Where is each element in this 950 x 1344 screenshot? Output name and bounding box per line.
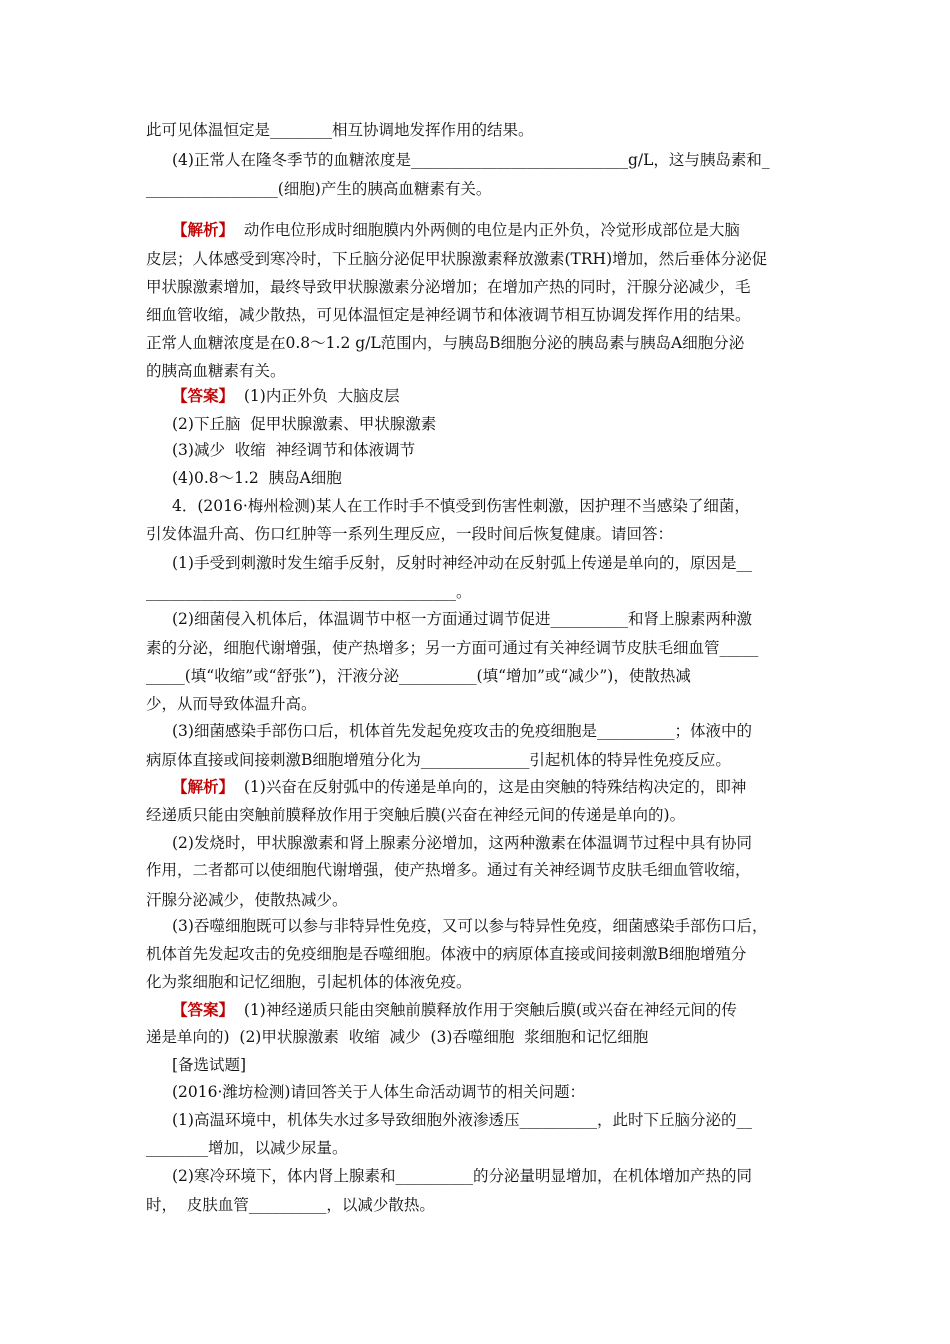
text-line [0, 996, 950, 1024]
line-text: 皮层；人体感受到寒冷时，下丘脑分泌促甲状腺激素释放激素(TRH)增加，然后垂体分泌促 [146, 250, 768, 268]
line-text: ________________________________________。 [146, 583, 472, 601]
text-line [0, 1078, 950, 1106]
text-line [0, 216, 950, 244]
line-text: 化为浆细胞和记忆细胞，引起机体的体液免疫。 [146, 973, 472, 991]
line-text: 此可见体温恒定是________相互协调地发挥作用的结果。 [146, 121, 534, 139]
line-text: 甲状腺激素增加，最终导致甲状腺激素分泌增加；在增加产热的同时，汗腺分泌减少，毛 [146, 278, 751, 296]
line-text: (1)内正外负 大脑皮层 [234, 387, 400, 405]
line-text: 汗腺分泌减少，使散热减少。 [146, 891, 348, 909]
text-line [0, 773, 950, 801]
text-line [0, 940, 950, 968]
text-line [0, 116, 950, 144]
line-text: (2)下丘脑 促甲状腺激素、甲状腺激素 [172, 415, 437, 433]
text-line [0, 175, 950, 203]
text-line [0, 690, 950, 718]
line-text: ________增加，以减少尿量。 [146, 1139, 348, 1157]
line-text: (1)神经递质只能由突触前膜释放作用于突触后膜(或兴奋在神经元间的传 [234, 1001, 737, 1019]
text-line [0, 245, 950, 273]
section-tag: 【答案】 [172, 386, 235, 405]
text-line [0, 662, 950, 690]
text-line [0, 146, 950, 174]
text-line [0, 912, 950, 940]
text-line [0, 746, 950, 774]
text-line [0, 1191, 950, 1219]
text-line [0, 1134, 950, 1162]
line-text: (3)减少 收缩 神经调节和体液调节 [172, 441, 416, 459]
text-line [0, 549, 950, 577]
line-text: 机体首先发起攻击的免疫细胞是吞噬细胞。体液中的病原体直接或间接刺激B细胞增殖分 [146, 945, 747, 963]
section-tag: 【解析】 [172, 777, 235, 796]
line-text: (2)寒冷环境下，体内肾上腺素和__________的分泌量明显增加，在机体增加产热的同 [172, 1167, 752, 1185]
line-text: 作用，二者都可以使细胞代谢增强，使产热增多。通过有关神经调节皮肤毛细血管收缩， [146, 861, 751, 879]
line-text: (4)0.8～1.2 胰岛A细胞 [172, 469, 342, 487]
line-text: 动作电位形成时细胞膜内外两侧的电位是内正外负，冷觉形成部位是大脑 [234, 221, 740, 239]
line-text: _____(填“收缩”或“舒张”)，汗液分泌__________(填“增加”或“减少”)，使散热减 [146, 667, 691, 685]
line-text: 递是单向的) (2)甲状腺激素 收缩 减少 (3)吞噬细胞 浆细胞和记忆细胞 [146, 1028, 649, 1046]
line-text: 少，从而导致体温升高。 [146, 695, 317, 713]
text-line [0, 492, 950, 520]
line-text: (3)细菌感染手部伤口后，机体首先发起免疫攻击的免疫细胞是__________；体液中的 [172, 722, 752, 740]
line-text: (2016·潍坊检测)请回答关于人体生命活动调节的相关问题： [172, 1083, 585, 1101]
line-text: 细血管收缩，减少散热，可见体温恒定是神经调节和体液调节相互协调发挥作用的结果。 [146, 306, 751, 324]
text-line [0, 1051, 950, 1079]
line-text: [备选试题] [172, 1056, 247, 1074]
line-text: _________________(细胞)产生的胰高血糖素有关。 [146, 180, 492, 198]
line-text: (1)高温环境中，机体失水过多导致细胞外液渗透压__________，此时下丘脑分泌的__ [172, 1111, 752, 1129]
text-line [0, 578, 950, 606]
section-tag: 【解析】 [172, 220, 235, 239]
line-text: 病原体直接或间接刺激B细胞增殖分化为______________引起机体的特异性免疫反应。 [146, 751, 731, 769]
text-line [0, 634, 950, 662]
line-text: (2)发烧时，甲状腺激素和肾上腺素分泌增加，这两种激素在体温调节过程中具有协同 [172, 834, 752, 852]
text-line [0, 329, 950, 357]
text-line [0, 520, 950, 548]
text-line [0, 382, 950, 410]
line-text: 素的分泌，细胞代谢增强，使产热增多；另一方面可通过有关神经调节皮肤毛细血管_____ [146, 639, 759, 657]
text-line [0, 801, 950, 829]
text-line [0, 464, 950, 492]
text-line [0, 436, 950, 464]
text-line [0, 301, 950, 329]
line-text: 正常人血糖浓度是在0.8～1.2 g/L范围内，与胰岛B细胞分泌的胰岛素与胰岛A细胞分泌 [146, 334, 745, 352]
line-text: (4)正常人在隆冬季节的血糖浓度是____________________________g/L，这与胰岛素和_ [172, 151, 770, 169]
line-text: (3)吞噬细胞既可以参与非特异性免疫，又可以参与特异性免疫，细菌感染手部伤口后， [172, 917, 768, 935]
text-line [0, 886, 950, 914]
line-text: 经递质只能由突触前膜释放作用于突触后膜(兴奋在神经元间的传递是单向的)。 [146, 806, 686, 824]
text-line [0, 856, 950, 884]
line-text: 引发体温升高、伤口红肿等一系列生理反应，一段时间后恢复健康。请回答： [146, 525, 674, 543]
text-line [0, 357, 950, 385]
text-line [0, 605, 950, 633]
line-text: (1)兴奋在反射弧中的传递是单向的，这是由突触的特殊结构决定的，即神 [234, 778, 747, 796]
text-line [0, 968, 950, 996]
line-text: 时， 皮肤血管__________，以减少散热。 [146, 1196, 435, 1214]
text-line [0, 1023, 950, 1051]
line-text: (1)手受到刺激时发生缩手反射，反射时神经冲动在反射弧上传递是单向的，原因是__ [172, 554, 752, 572]
text-line [0, 410, 950, 438]
text-line [0, 273, 950, 301]
section-tag: 【答案】 [172, 1000, 235, 1019]
line-text: (2)细菌侵入机体后，体温调节中枢一方面通过调节促进__________和肾上腺素两种激 [172, 610, 752, 628]
text-line [0, 1106, 950, 1134]
line-text: 的胰高血糖素有关。 [146, 362, 286, 380]
text-line [0, 829, 950, 857]
text-line [0, 1162, 950, 1190]
line-text: 4．(2016·梅州检测)某人在工作时手不慎受到伤害性刺激，因护理不当感染了细菌， [172, 497, 750, 515]
text-line [0, 717, 950, 745]
